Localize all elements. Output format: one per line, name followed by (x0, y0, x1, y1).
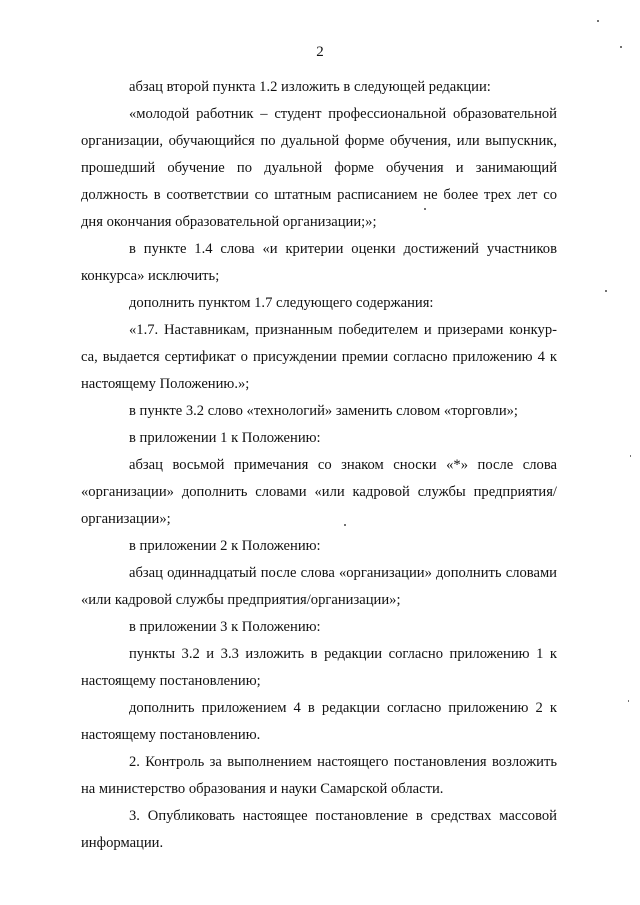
page-number: 2 (316, 44, 324, 60)
paragraph: абзац второй пункта 1.2 изложить в следующей редакции: (129, 79, 491, 95)
scan-speck (620, 46, 622, 48)
scan-speck (628, 700, 629, 702)
paragraph: «1.7. Наставникам, признанным победителем и призерами конкур-са, выдается сертификат о присуждении премии согласно приложению 4 к настоящему Положению.»; (81, 322, 557, 392)
paragraph: дополнить приложением 4 в редакции согласно приложению 2 к настоящему постановлению. (81, 700, 557, 743)
scan-speck (605, 290, 607, 292)
paragraph: в приложении 1 к Положению: (129, 430, 321, 446)
paragraph: абзац одиннадцатый после слова «организации» дополнить словами «или кадровой службы предприятия/организации»; (81, 565, 557, 608)
paragraph: в приложении 3 к Положению: (129, 619, 321, 635)
paragraph: в пункте 3.2 слово «технологий» заменить словом «торговли»; (129, 403, 518, 419)
paragraph: абзац восьмой примечания со знаком сноски «*» после слова «организации» дополнить словами «или кадровой службы предприятия/организации»; (81, 457, 557, 527)
scan-speck (344, 524, 346, 526)
paragraph: в приложении 2 к Положению: (129, 538, 321, 554)
paragraph: пункты 3.2 и 3.3 изложить в редакции согласно приложению 1 к настоящему постановлению; (81, 646, 557, 689)
document-body (81, 74, 557, 857)
scan-speck (630, 455, 631, 457)
scan-speck (597, 20, 599, 22)
scan-speck (424, 208, 426, 210)
paragraph: дополнить пунктом 1.7 следующего содержания: (129, 295, 434, 311)
paragraph: «молодой работник – студент профессиональной образовательной организации, обучающийся по дуальной форме обучения, или выпускник, прошедший обучение по дуальной форме обучения и занимающий должность в соответствии со штатным расписанием не более трех лет со дня окончания образовательной организации;»; (81, 106, 557, 230)
paragraph: в пункте 1.4 слова «и критерии оценки достижений участников конкурса» исключить; (81, 241, 557, 284)
paragraph: 2. Контроль за выполнением настоящего постановления возложить на министерство образования и науки Самарской области. (81, 754, 557, 797)
paragraph: 3. Опубликовать настоящее постановление в средствах массовой информации. (81, 808, 557, 851)
